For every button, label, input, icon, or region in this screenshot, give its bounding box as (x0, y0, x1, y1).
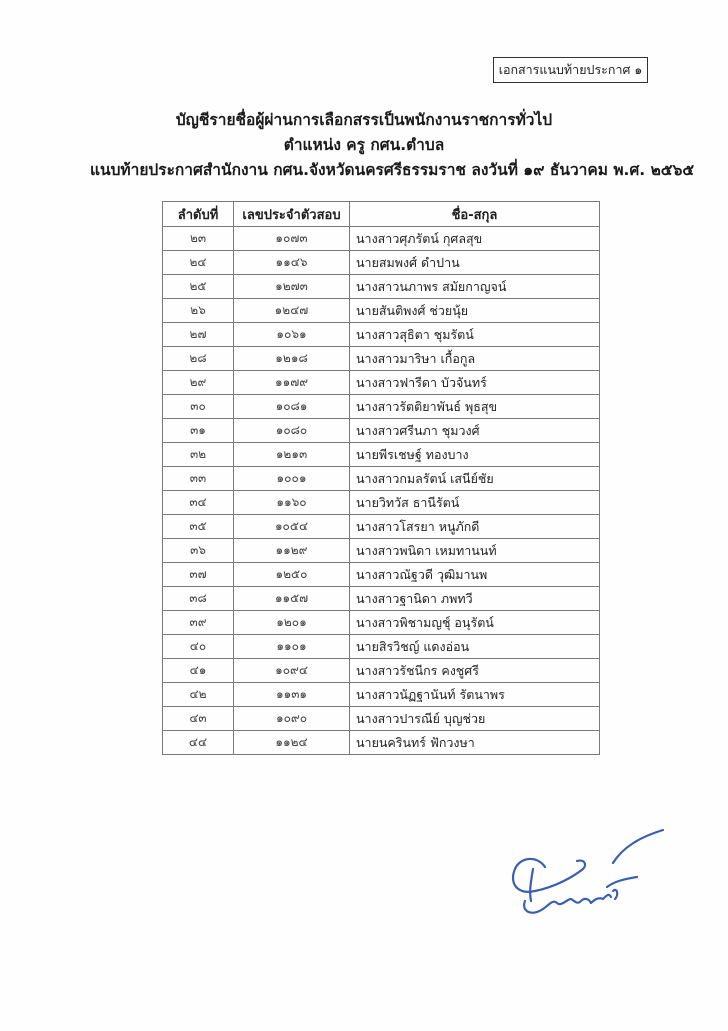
cell-exam-id: ๑๐๐๑ (234, 467, 350, 491)
table-row (163, 683, 600, 707)
table-row (163, 635, 600, 659)
cell-order: ๔๓ (163, 707, 234, 731)
cell-name: นางสาวพนิดา เหมทานนท์ (350, 539, 600, 563)
table-row (163, 491, 600, 515)
cell-order: ๓๗ (163, 563, 234, 587)
cell-exam-id: ๑๒๗๓ (234, 275, 350, 299)
cell-order: ๓๐ (163, 395, 234, 419)
table-row (163, 443, 600, 467)
cell-order: ๒๔ (163, 251, 234, 275)
cell-name: นายวิทวัส ธานีรัตน์ (350, 491, 600, 515)
cell-exam-id: ๑๑๒๙ (234, 539, 350, 563)
table-row (163, 587, 600, 611)
table-row (163, 227, 600, 251)
table-row (163, 563, 600, 587)
cell-name: นางสาวกมลรัตน์ เสนีย์ชัย (350, 467, 600, 491)
cell-exam-id: ๑๑๗๙ (234, 371, 350, 395)
table-header-row (163, 202, 600, 227)
cell-order: ๓๒ (163, 443, 234, 467)
table-row (163, 659, 600, 683)
cell-exam-id: ๑๑๓๑ (234, 683, 350, 707)
table-row (163, 467, 600, 491)
cell-name: นางสาวรัตติยาพันธ์ พุธสุข (350, 395, 600, 419)
cell-name: นางสาวโสรยา หนูภักดี (350, 515, 600, 539)
cell-order: ๓๓ (163, 467, 234, 491)
table-row (163, 539, 600, 563)
cell-order: ๓๑ (163, 419, 234, 443)
table-row (163, 371, 600, 395)
cell-exam-id: ๑๒๑๓ (234, 443, 350, 467)
cell-name: นางสาวฐานิดา ภพทวี (350, 587, 600, 611)
cell-exam-id: ๑๐๘๐ (234, 419, 350, 443)
cell-name: นางสาวพิชามญชุ์ อนุรัตน์ (350, 611, 600, 635)
announcement-reference: แนบท้ายประกาศสำนักงาน กศน.จังหวัดนครศรีธรรมราช ลงวันที่ ๑๙ ธันวาคม พ.ศ. ๒๕๖๕ (90, 161, 695, 179)
cell-exam-id: ๑๒๐๑ (234, 611, 350, 635)
header-order: ลำดับที่ (163, 202, 234, 227)
table-row (163, 275, 600, 299)
cell-name: นางสาวรัชนีกร คงชูศรี (350, 659, 600, 683)
document-title: บัญชีรายชื่อผู้ผ่านการเลือกสรรเป็นพนักงานราชการทั่วไป (175, 111, 553, 129)
cell-order: ๒๗ (163, 323, 234, 347)
cell-exam-id: ๑๐๕๔ (234, 515, 350, 539)
cell-exam-id: ๑๐๗๓ (234, 227, 350, 251)
table-row (163, 323, 600, 347)
cell-order: ๓๖ (163, 539, 234, 563)
cell-name: นางสาวนภาพร สมัยกาญจน์ (350, 275, 600, 299)
cell-order: ๒๖ (163, 299, 234, 323)
cell-name: นางสาวปารณีย์ บุญช่วย (350, 707, 600, 731)
cell-exam-id: ๑๑๒๔ (234, 731, 350, 755)
cell-order: ๓๕ (163, 515, 234, 539)
cell-name: นางสาวศรีนภา ชุมวงศ์ (350, 419, 600, 443)
cell-exam-id: ๑๑๕๗ (234, 587, 350, 611)
cell-order: ๔๒ (163, 683, 234, 707)
cell-name: นางสาวมาริษา เกื้อกูล (350, 347, 600, 371)
cell-order: ๓๙ (163, 611, 234, 635)
header-name: ชื่อ-สกุล (350, 202, 600, 227)
cell-name: นายสมพงศ์ ดำปาน (350, 251, 600, 275)
position-title: ตำแหน่ง ครู กศน.ตำบล (283, 136, 445, 154)
cell-name: นางสาวนัฏฐานันท์ รัตนาพร (350, 683, 600, 707)
cell-exam-id: ๑๑๐๑ (234, 635, 350, 659)
table-row (163, 347, 600, 371)
cell-order: ๔๔ (163, 731, 234, 755)
cell-name: นางสาวสุธิตา ชุมรัตน์ (350, 323, 600, 347)
cell-exam-id: ๑๐๘๑ (234, 395, 350, 419)
cell-exam-id: ๑๑๖๐ (234, 491, 350, 515)
cell-exam-id: ๑๑๔๖ (234, 251, 350, 275)
table-row (163, 251, 600, 275)
cell-exam-id: ๑๒๔๗ (234, 299, 350, 323)
cell-name: นางสาวฟารีดา บัวจันทร์ (350, 371, 600, 395)
table-row (163, 515, 600, 539)
cell-name: นางสาวศุภรัตน์ กุศลสุข (350, 227, 600, 251)
cell-name: นางสาวณัฐวดี วุฒิมานพ (350, 563, 600, 587)
signature-image (495, 825, 670, 925)
cell-order: ๒๕ (163, 275, 234, 299)
cell-name: นายนครินทร์ ฟักวงษา (350, 731, 600, 755)
candidate-table (162, 201, 600, 755)
cell-order: ๒๘ (163, 347, 234, 371)
table-row (163, 707, 600, 731)
cell-order: ๔๑ (163, 659, 234, 683)
cell-exam-id: ๑๐๖๑ (234, 323, 350, 347)
table-row (163, 395, 600, 419)
header-exam-id: เลขประจำตัวสอบ (234, 202, 350, 227)
table-row (163, 299, 600, 323)
cell-name: นายพีรเชษฐ์ ทองบาง (350, 443, 600, 467)
cell-order: ๓๘ (163, 587, 234, 611)
cell-order: ๒๓ (163, 227, 234, 251)
table-row (163, 419, 600, 443)
attachment-label: เอกสารแนบท้ายประกาศ ๑ (493, 57, 648, 83)
cell-order: ๔๐ (163, 635, 234, 659)
cell-exam-id: ๑๐๙๔ (234, 659, 350, 683)
cell-name: นายสิรวิชญ์ แดงอ่อน (350, 635, 600, 659)
cell-order: ๓๔ (163, 491, 234, 515)
cell-name: นายสันติพงศ์ ช่วยนุ้ย (350, 299, 600, 323)
table-row (163, 731, 600, 755)
cell-order: ๒๙ (163, 371, 234, 395)
cell-exam-id: ๑๒๑๘ (234, 347, 350, 371)
cell-exam-id: ๑๐๙๐ (234, 707, 350, 731)
cell-exam-id: ๑๒๕๐ (234, 563, 350, 587)
table-row (163, 611, 600, 635)
